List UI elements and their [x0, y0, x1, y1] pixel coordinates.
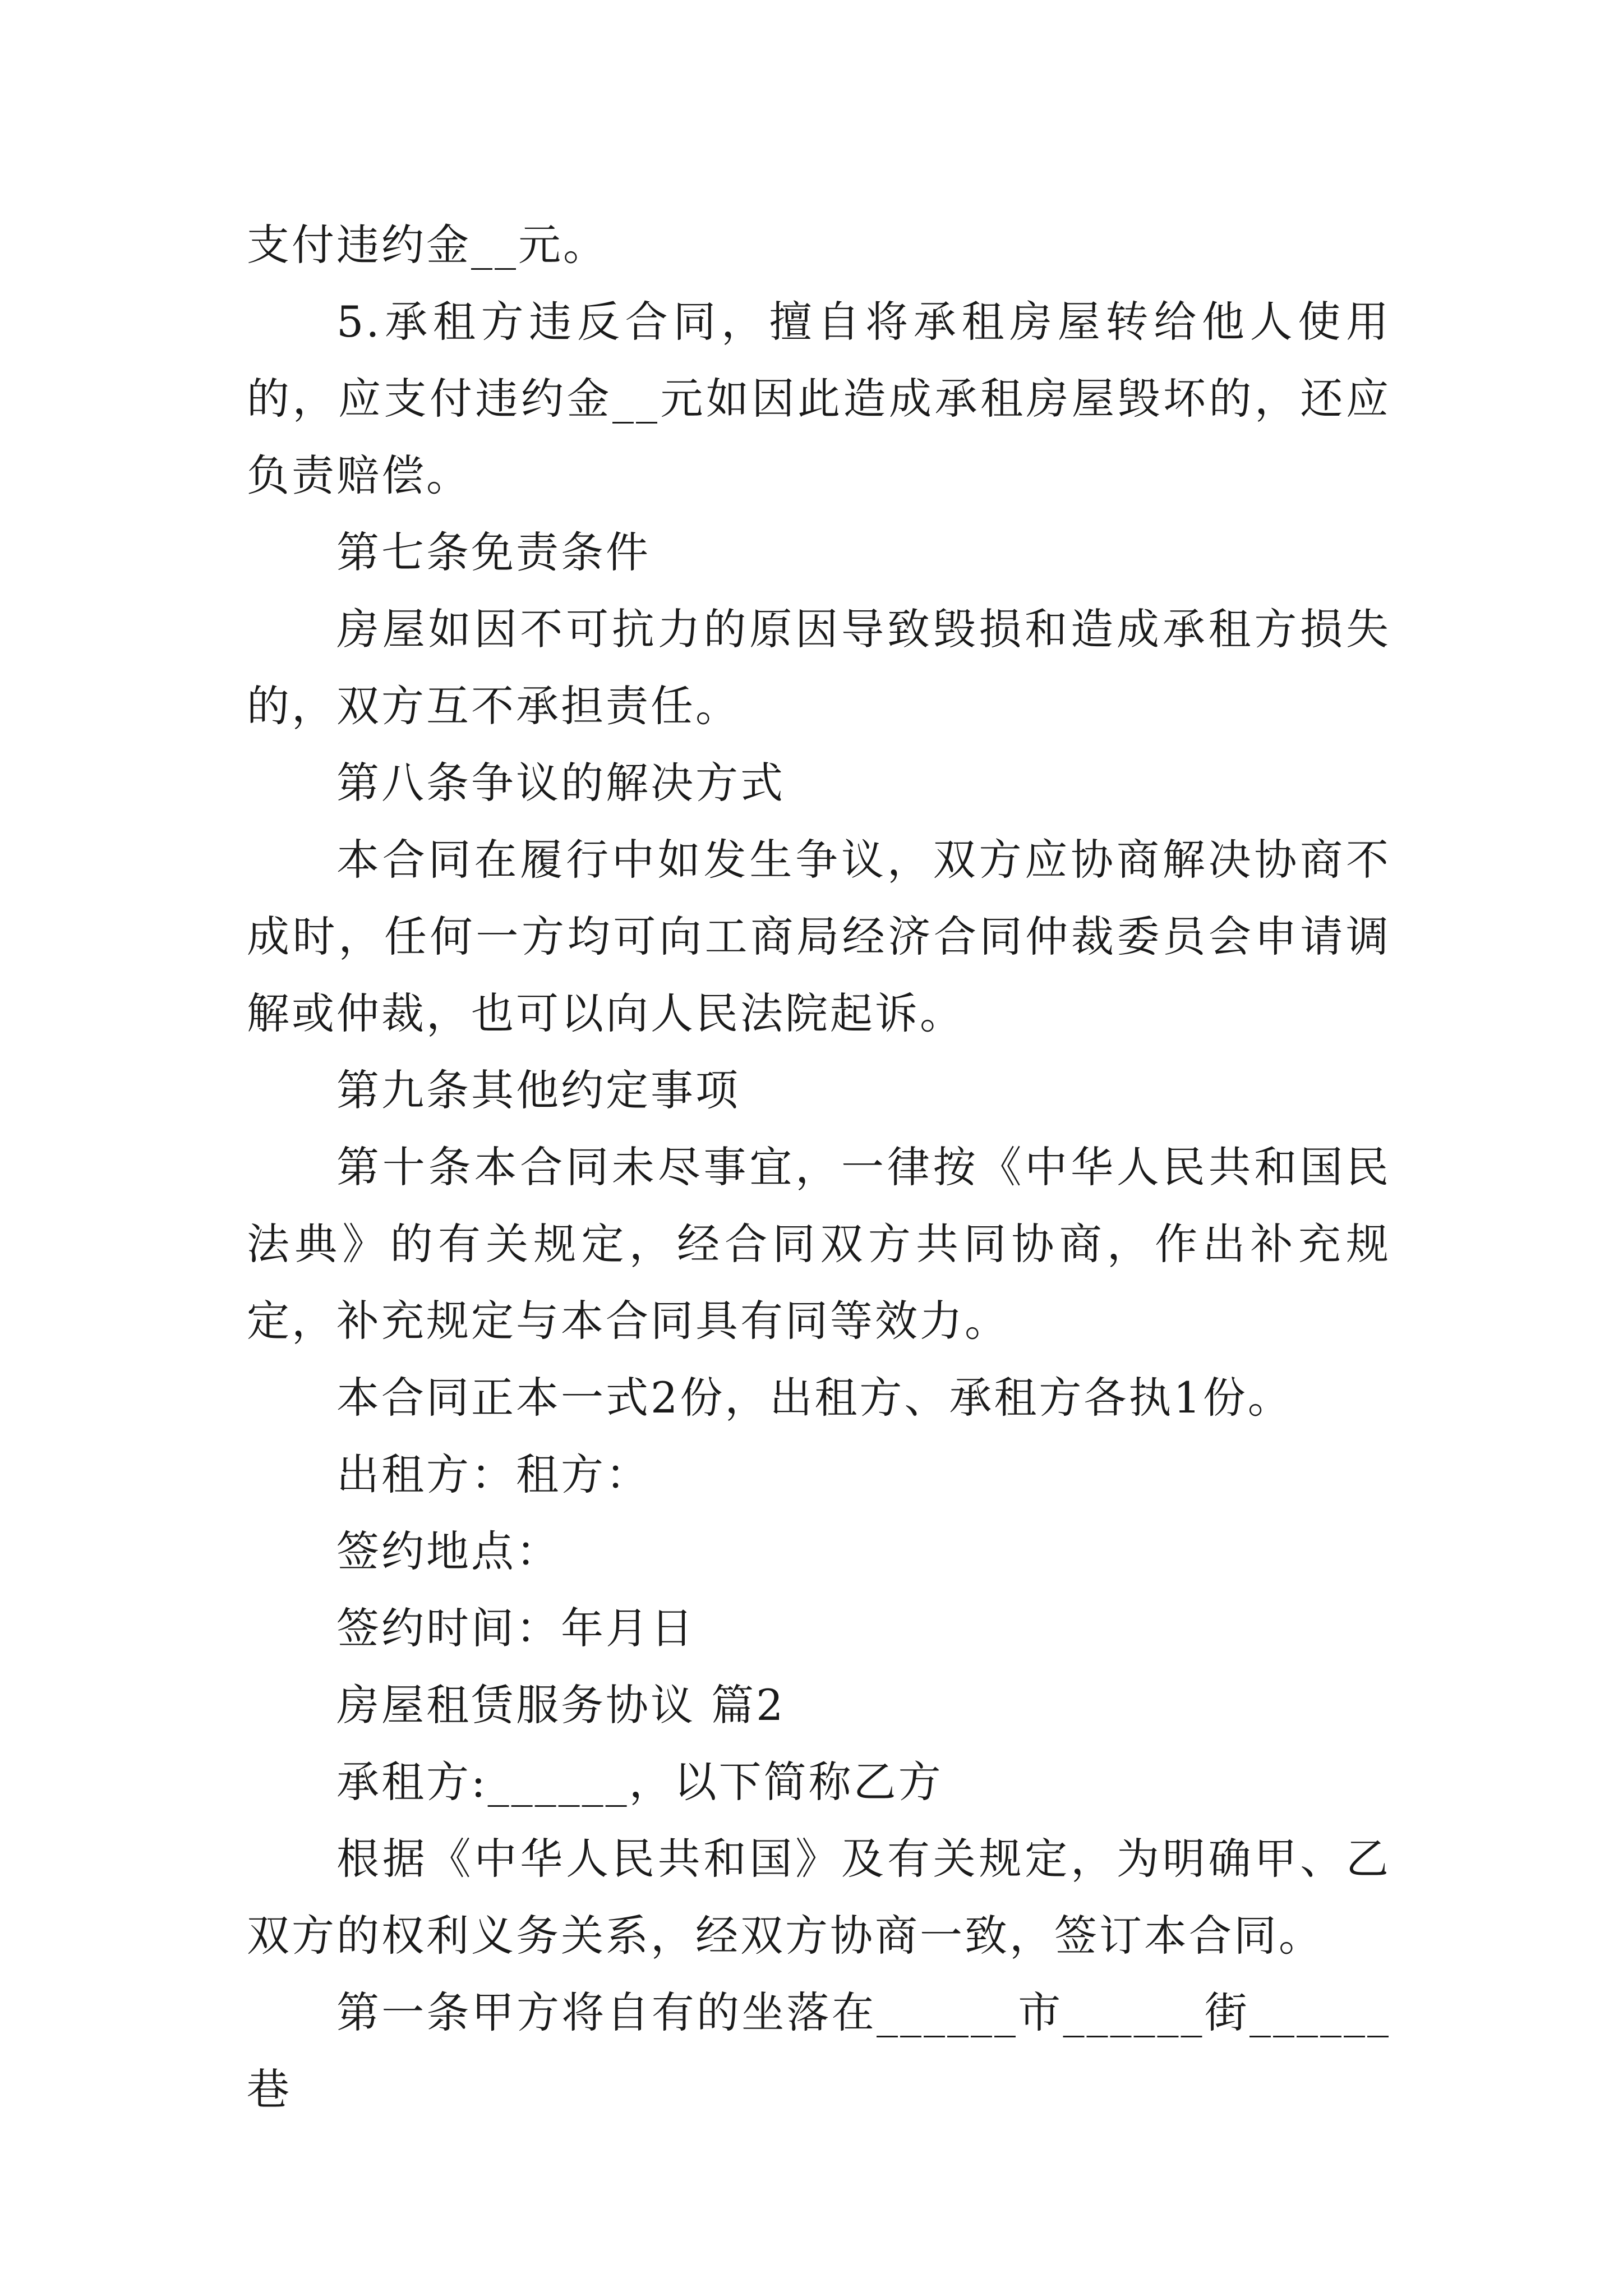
paragraph: 本合同正本一式2份，出租方、承租方各执1份。 [336, 1373, 1293, 1423]
signing-place: 签约地点： [336, 1526, 561, 1576]
paragraph: 根据《中华人民共和国》及有关规定，为明确甲、乙双方的权利义务关系，经双方协商一致，签订本合同。 [247, 1834, 1391, 1961]
signing-date: 签约时间：年月日 [336, 1603, 695, 1653]
section-heading: 第八条争议的解决方式 [336, 758, 785, 808]
document-body [247, 206, 1391, 2128]
paragraph: 5.承租方违反合同，擅自将承租房屋转给他人使用的，应支付违约金__元如因此造成承租房屋毁坏的，还应负责赔偿。 [247, 297, 1391, 500]
signature-line: 出租方：租方： [336, 1450, 651, 1499]
paragraph: 第十条本合同未尽事宜，一律按《中华人民共和国民法典》的有关规定，经合同双方共同协商，作出补充规定，补充规定与本合同具有同等效力。 [247, 1142, 1391, 1346]
party-line: 承租方:______，以下简称乙方 [336, 1757, 943, 1807]
paragraph: 支付违约金__元。 [247, 220, 608, 270]
paragraph: 房屋如因不可抗力的原因导致毁损和造成承租方损失的，双方互不承担责任。 [247, 604, 1391, 731]
paragraph: 第一条甲方将自有的坐落在______市______街______巷 [247, 1987, 1391, 2114]
section-heading: 第九条其他约定事项 [336, 1065, 740, 1115]
paragraph: 本合同在履行中如发生争议，双方应协商解决协商不成时，任何一方均可向工商局经济合同仲裁委员会申请调解或仲裁，也可以向人民法院起诉。 [247, 835, 1391, 1038]
section-heading: 第七条免责条件 [336, 527, 651, 577]
section-title: 房屋租赁服务协议 篇2 [336, 1680, 786, 1730]
